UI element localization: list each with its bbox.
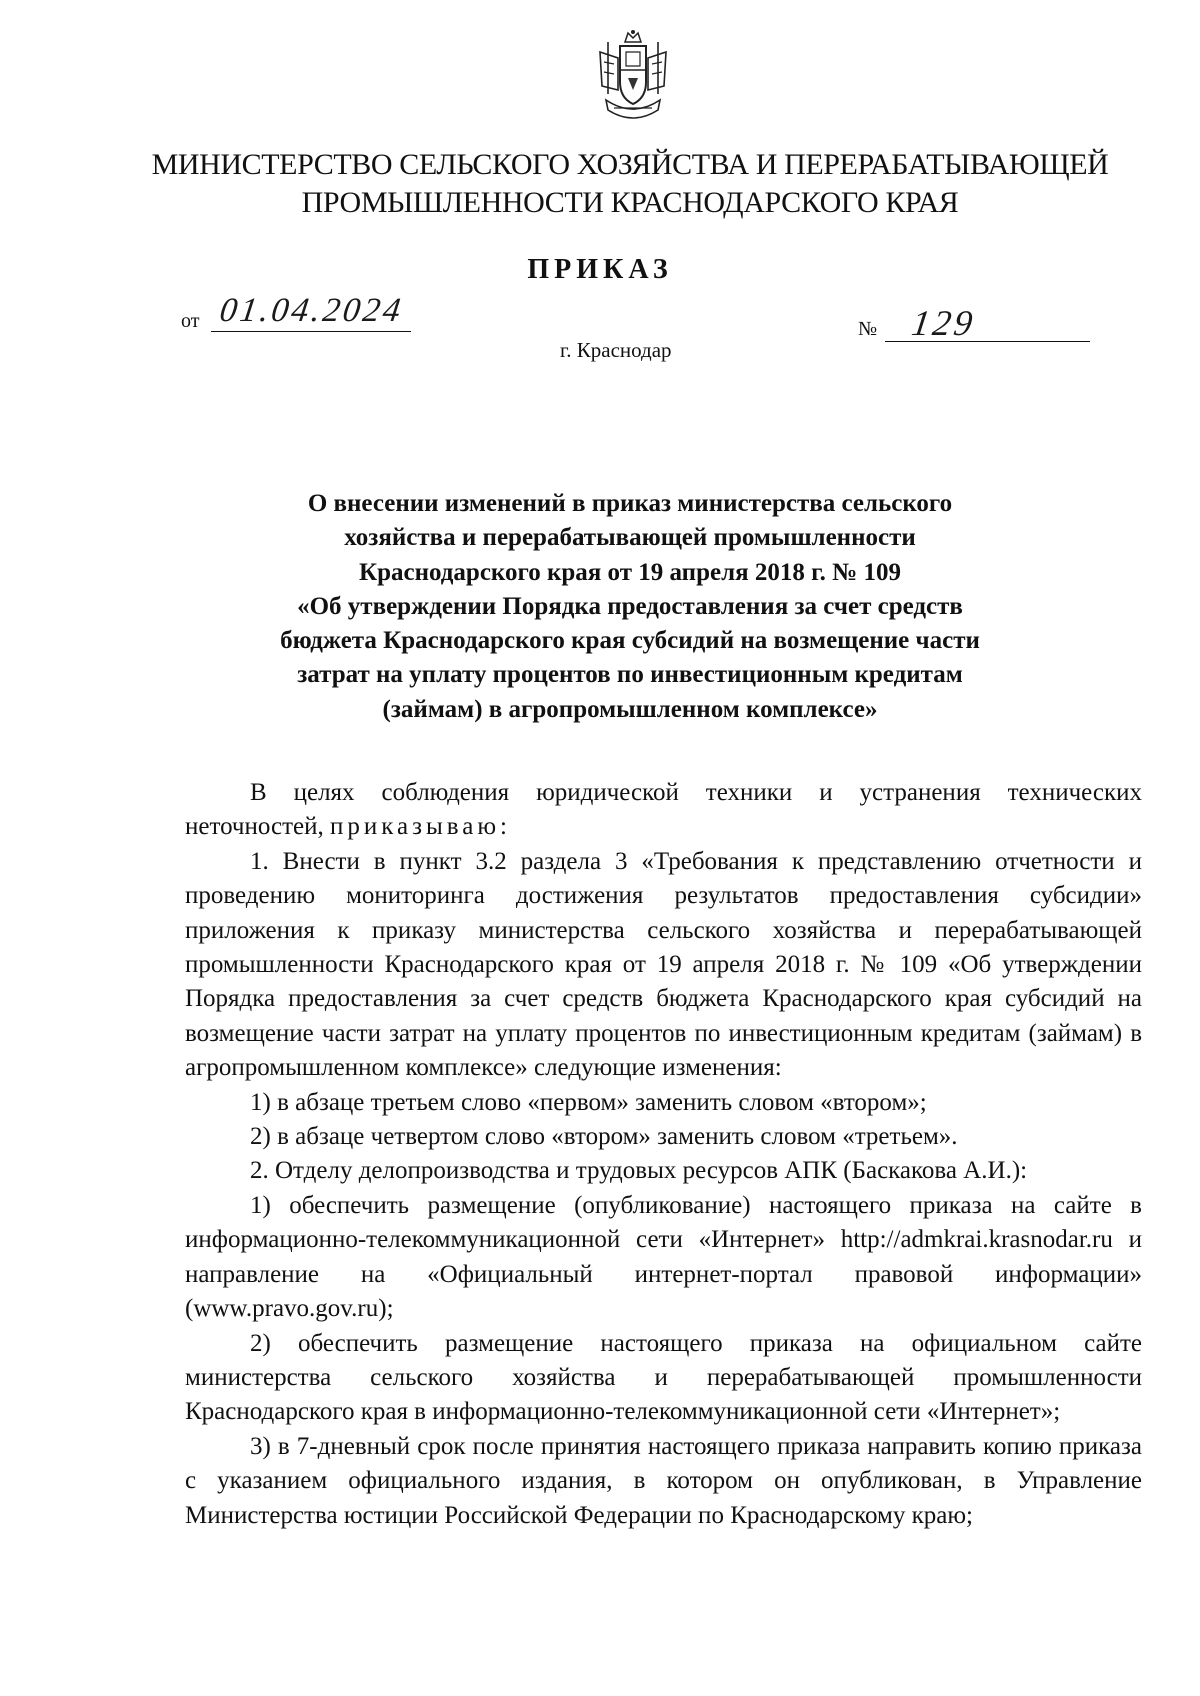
ministry-name-line2: ПРОМЫШЛЕННОСТИ КРАСНОДАРСКОГО КРАЯ (301, 186, 959, 219)
ministry-name (130, 146, 1130, 222)
city: г. Краснодар (560, 338, 672, 362)
body-paragraph: 2) обеспечить размещение настоящего приказа на официальном сайте министерства сельского хозяйства и перерабатывающей промышленности Краснодарского края в информационно-телекоммуникационной сети «Интернет»; (185, 1329, 1142, 1426)
body-paragraph: 2. Отделу делопроизводства и трудовых ресурсов АПК (Баскакова А.И.): (250, 1157, 1028, 1185)
date-label: от (181, 310, 200, 332)
number-label: № (858, 318, 878, 340)
order-body (185, 776, 1142, 1533)
subject-line: хозяйства и перерабатывающей промышленности (344, 524, 916, 552)
date-underline (211, 331, 411, 332)
coat-of-arms-icon (592, 28, 674, 128)
ministry-name-line1: МИНИСТЕРСТВО СЕЛЬСКОГО ХОЗЯЙСТВА И ПЕРЕРАБАТЫВАЮЩЕЙ (151, 148, 1109, 181)
body-paragraph: 2) в абзаце четвертом слово «втором» заменить словом «третьем». (250, 1123, 958, 1151)
body-paragraph: 1) в абзаце третьем слово «первом» заменить словом «втором»; (250, 1088, 927, 1116)
subject-line: О внесении изменений в приказ министерства сельского (307, 490, 953, 517)
preamble (185, 776, 1142, 845)
body-paragraph: 1. Внести в пункт 3.2 раздела 3 «Требования к представлению отчетности и проведению мониторинга достижения результатов предоставления субсидии» приложения к приказу министерства сельского хозяйства и перерабатывающей промышленности Краснодарского края от 19 апреля 2018 г. № 109 «Об утверждении Порядка предоставления за счет средств бюджета Краснодарского края субсидий на возмещение части затрат на уплату процентов по инвестиционным кредитам (займам) в агропромышленном комплексе» следующие изменения: (185, 847, 1142, 1082)
handwritten-number: 129 (909, 303, 978, 343)
subject-line: бюджета Краснодарского края субсидий на возмещение части (280, 627, 980, 655)
body-paragraph: 3) в 7-дневный срок после принятия настоящего приказа направить копию приказа с указанием официального издания, в котором он опубликован, в Управление Министерства юстиции Российской Федерации по Краснодарскому краю; (185, 1432, 1142, 1529)
subject-line: Краснодарского края от 19 апреля 2018 г. № 109 (358, 558, 902, 586)
order-subject (230, 487, 1030, 727)
preamble-text: В целях соблюдения юридической техники и устранения технических неточностей, (185, 779, 1142, 841)
document-type: ПРИКАЗ (527, 254, 673, 285)
subject-line: затрат на уплату процентов по инвестиционным кредитам (297, 661, 963, 689)
preamble-end: : (500, 813, 507, 841)
subject-line: «Об утверждении Порядка предоставления за счет средств (297, 592, 963, 620)
body-paragraph: 1) обеспечить размещение (опубликование) настоящего приказа на сайте в информационно-телекоммуникационной сети «Интернет» http://admkrai.krasnodar.ru и направление на «Официальный интернет-портал правовой информации» (www.pravo.gov.ru); (185, 1191, 1142, 1323)
handwritten-date: 01.04.2024 (217, 292, 406, 329)
subject-line: (займам) в агропромышленном комплексе» (382, 695, 878, 723)
order-verb: приказываю (330, 813, 501, 841)
